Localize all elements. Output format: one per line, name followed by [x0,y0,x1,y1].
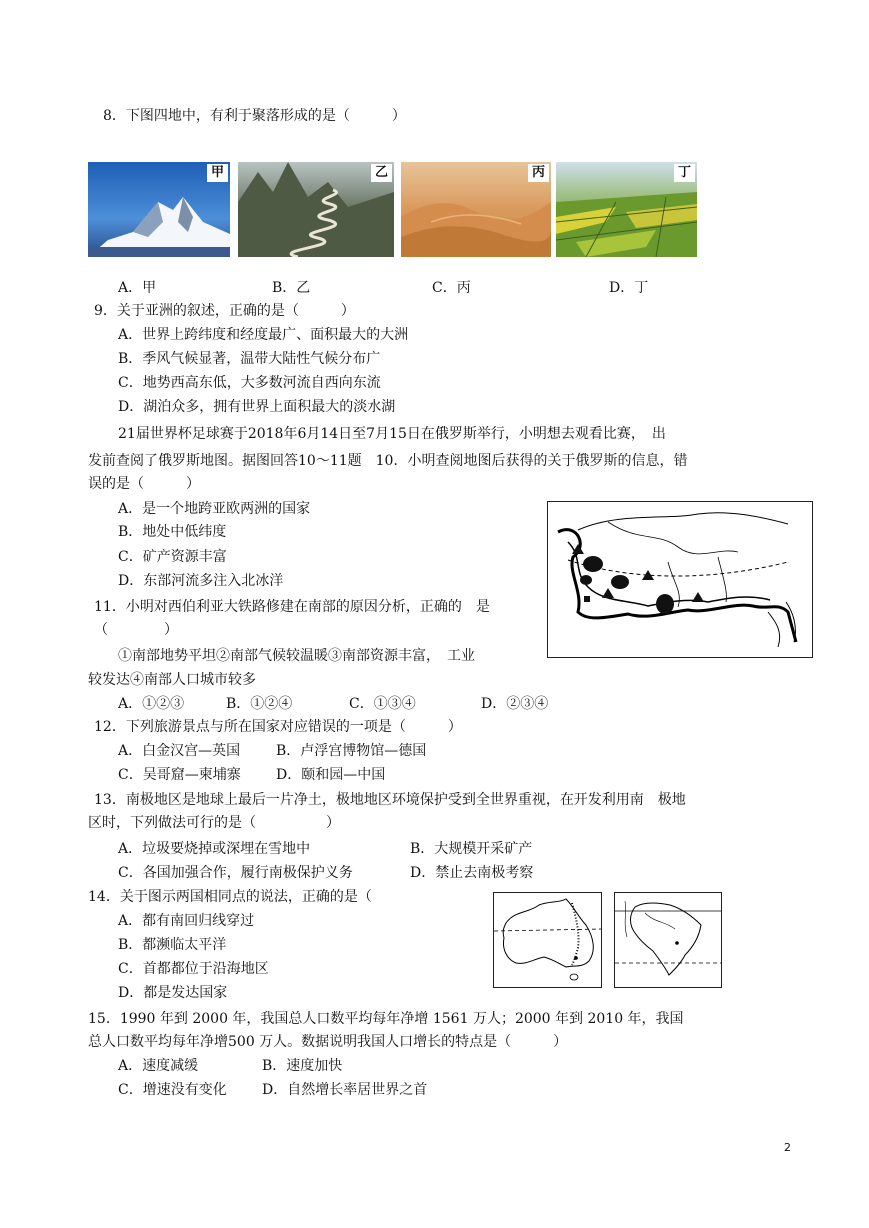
q12-option-c: C．吴哥窟—柬埔寨 [118,767,241,783]
q15-stem-line-2: 总人口数平均每年净增500 万人。数据说明我国人口增长的特点是（ ） [88,1034,568,1050]
page-number: 2 [784,1141,791,1154]
photo-mountain-jia [88,162,230,257]
photo-label-bing: 丙 [528,164,549,182]
q11-stem-line-1: 11．小明对西伯利亚大铁路修建在南部的原因分析，正确的 是 [94,599,490,615]
russia-map-drawing [548,502,812,657]
q11-option-d: D．②③④ [481,696,549,712]
q12-stem: 12．下列旅游景点与所在国家对应错误的一项是（ ） [94,719,462,735]
q10-option-d: D．东部河流多注入北冰洋 [118,573,284,589]
q13-stem-line-1: 13．南极地区是地球上最后一片净土，极地地区环境保护受到全世界重视，在开发利用南 极地 [94,792,686,808]
q13-option-c: C．各国加强合作，履行南极保护义务 [118,865,353,881]
q13-stem-line-2: 区时，下列做法可行的是（ ） [88,815,340,831]
q13-option-b: B．大规模开采矿产 [410,841,533,857]
q11-option-b: B．①②④ [226,696,293,712]
q15-option-d: D．自然增长率居世界之首 [262,1082,428,1098]
q8-option-c: C．丙 [432,280,471,296]
q13-option-a: A．垃圾要烧掉或深埋在雪地中 [118,841,311,857]
q14-option-d: D．都是发达国家 [118,985,228,1001]
q9-option-d: D．湖泊众多，拥有世界上面积最大的淡水湖 [118,399,396,415]
q13-option-d: D．禁止去南极考察 [410,865,534,881]
photo-label-yi: 乙 [371,164,392,182]
q10-option-b: B．地处中低纬度 [118,524,227,540]
q9-option-b: B．季风气候显著，温带大陆性气候分布广 [118,351,381,367]
q10-option-a: A．是一个地跨亚欧两洲的国家 [118,501,311,517]
q15-option-a: A．速度减缓 [118,1058,199,1074]
q11-body-line-2: 较发达④南部人口城市较多 [88,672,256,688]
q12-option-d: D．颐和园—中国 [276,767,386,783]
q11-stem-line-2: （ ） [94,622,178,638]
q8-option-d: D．丁 [609,280,649,296]
q14-option-a: A．都有南回归线穿过 [118,913,255,929]
photo-farmland-ding [556,162,697,257]
russia-map [547,501,813,658]
intro-line-3: 误的是（ ） [88,476,200,492]
photo-winding-road-yi [238,162,394,257]
q8-option-a: A．甲 [118,280,157,296]
q9-option-c: C．地势西高东低，大多数河流自西向东流 [118,375,381,391]
q11-option-c: C．①③④ [349,696,416,712]
q14-option-c: C．首都都位于沿海地区 [118,961,269,977]
photo-desert-bing [401,162,551,257]
q9-option-a: A．世界上跨纬度和经度最广、面积最大的大洲 [118,327,409,343]
intro-line-2: 发前查阅了俄罗斯地图。据图回答10～11题 10．小明查阅地图后获得的关于俄罗斯的信息，错 [88,453,688,469]
q12-option-a: A．白金汉宫—英国 [118,743,241,759]
australia-map-drawing [494,893,601,987]
q15-stem-line-1: 15．1990 年到 2000 年，我国总人口数平均每年净增 1561 万人；2000 年到 2010 年，我国 [88,1011,684,1027]
australia-map [493,892,602,988]
brazil-map-drawing [615,893,721,987]
q8-stem: 8．下图四地中，有利于聚落形成的是（ ） [103,108,406,124]
q11-option-a: A．①②③ [118,696,185,712]
q12-option-b: B．卢浮宫博物馆—德国 [276,743,427,759]
q14-option-b: B．都濒临太平洋 [118,937,227,953]
photo-label-jia: 甲 [207,164,228,182]
q8-option-b: B．乙 [272,280,311,296]
q10-option-c: C．矿产资源丰富 [118,549,227,565]
q15-option-b: B．速度加快 [262,1058,343,1074]
q11-body-line-1: ①南部地势平坦②南部气候较温暖③南部资源丰富， 工业 [118,648,475,664]
brazil-map [614,892,722,988]
q9-stem: 9．关于亚洲的叙述，正确的是（ ） [94,303,355,319]
q14-stem: 14．关于图示两国相同点的说法，正确的是（ [88,889,372,905]
photo-label-ding: 丁 [674,164,695,182]
intro-line-1: 21届世界杯足球赛于2018年6月14日至7月15日在俄罗斯举行，小明想去观看比赛， 出 [118,426,666,442]
q15-option-c: C．增速没有变化 [118,1082,227,1098]
